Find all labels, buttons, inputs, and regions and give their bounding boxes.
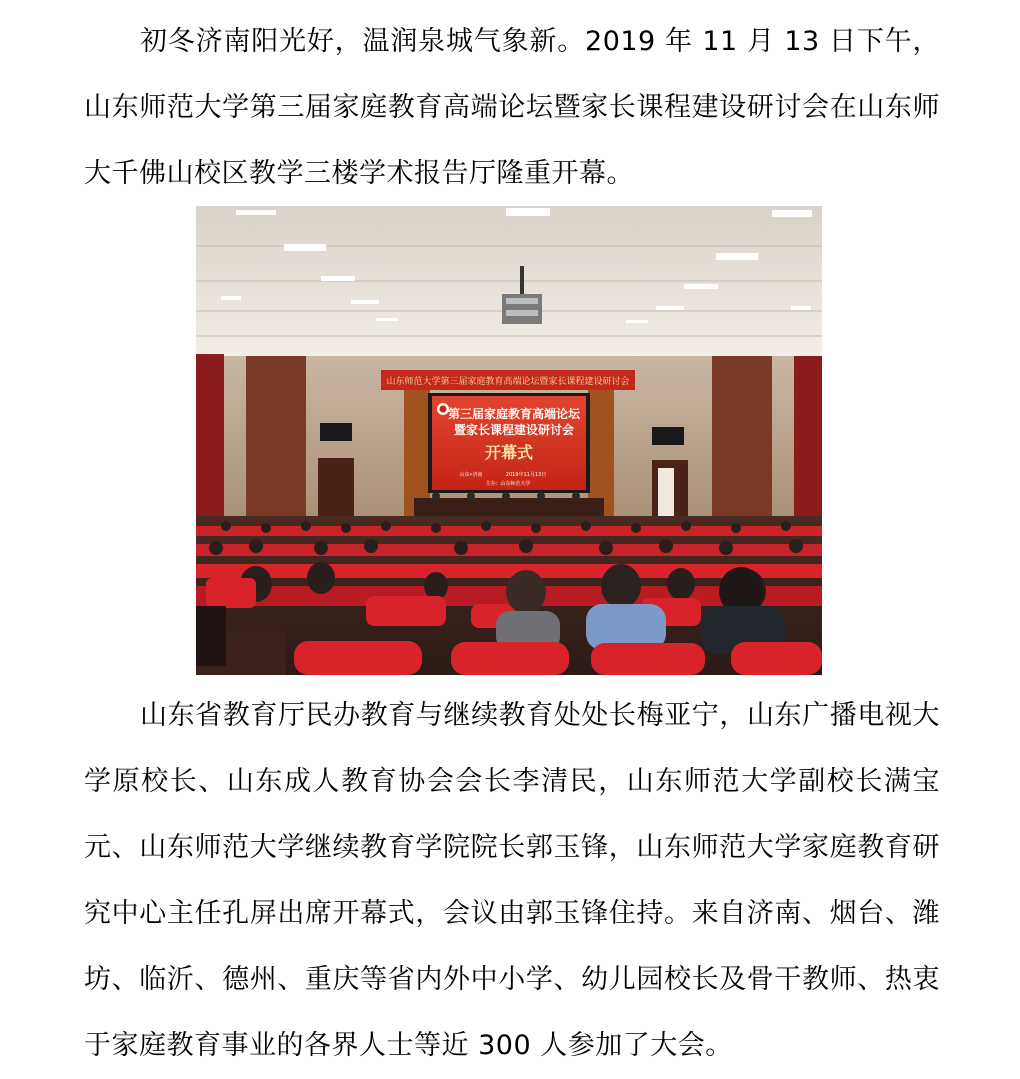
- screen-subtitle: 开幕式: [484, 443, 534, 462]
- screen-title-line2: 暨家长课程建设研讨会: [453, 423, 575, 437]
- screen-footer-date: 2019年11月13日: [505, 472, 547, 478]
- banner-text: 山东师范大学第三届家庭教育高端论坛暨家长课程建设研讨会: [386, 377, 630, 387]
- paragraph-opening: 初冬济南阳光好，温润泉城气象新。2019 年 11 月 13 日下午，山东师范大学第三届家庭教育高端论坛暨家长课程建设研讨会在山东师大千佛山校区教学三楼学术报告厅隆重开幕。: [84, 26, 940, 189]
- left-curtain: [196, 354, 224, 534]
- right-curtain: [794, 356, 822, 536]
- right-monitor: [652, 427, 684, 445]
- screen-footer-host: 主办：山东师范大学: [485, 481, 531, 487]
- screen-title-line1: 第三届家庭教育高端论坛: [447, 407, 581, 421]
- left-monitor: [320, 423, 352, 441]
- conference-hall-photo: [196, 206, 822, 675]
- podium-table: [414, 498, 604, 516]
- screen-footer-location: 山东•济南: [459, 472, 483, 478]
- photo-illustration: [196, 206, 822, 675]
- paragraph-attendees: 山东省教育厅民办教育与继续教育处处长梅亚宁，山东广播电视大学原校长、山东成人教育协会会长李清民，山东师范大学副校长满宝元、山东师范大学继续教育学院院长郭玉锋，山东师范大学家庭教育研究中心主任孔屏出席开幕式，会议由郭玉锋住持。来自济南、烟台、潍坊、临沂、德州、重庆等省内外中小学、幼儿园校长及骨干教师、热衷于家庭教育事业的各界人士等近 300 人参加了大会。: [84, 700, 940, 1061]
- audience-member: [601, 564, 641, 608]
- audience-member: [506, 570, 546, 614]
- front-row-seats: [294, 641, 822, 675]
